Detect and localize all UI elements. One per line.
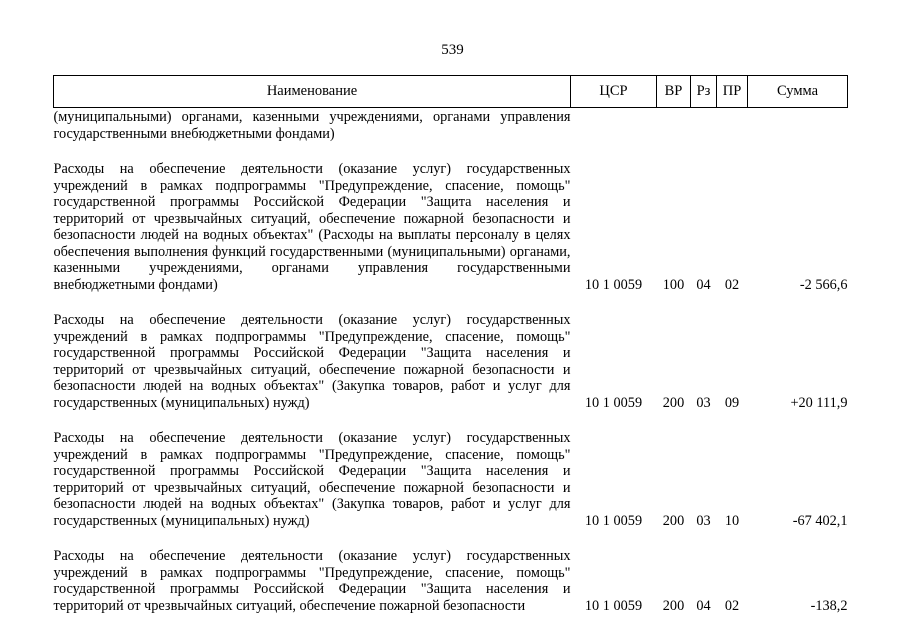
header-csr: ЦСР [571,76,657,108]
header-rz: Рз [691,76,717,108]
page-number: 539 [441,42,464,58]
header-vr: ВР [657,76,691,108]
row-sum: -138,2 [810,597,848,614]
header-sum: Сумма [748,76,848,108]
table-row-continuation [54,108,848,143]
row-vr: 200 [662,394,685,411]
row-name: (муниципальными) органами, казенными учреждениями, органами управления государственными внебюджетными фондами) [53,109,571,142]
row-vr: 200 [662,597,685,614]
table-header-row [54,76,848,108]
row-csr: 10 1 0059 [584,512,643,529]
row-vr: 100 [662,276,685,293]
table-row [54,529,848,614]
budget-table [53,75,848,614]
row-sum: +20 111,9 [790,394,848,411]
row-rz: 03 [696,512,711,529]
row-sum: -2 566,6 [799,276,848,293]
row-name: Расходы на обеспечение деятельности (оказание услуг) государственных учреждений в рамках подпрограммы "Предупреждение, спасение, помощь" государственной программы Российской Федерации "Защита населения и территорий от чрезвычайных ситуаций, обеспечение пожарной безопасности и безопасности людей на водных объектах" (Расходы на выплаты персоналу в целях обеспечения выполнения функций государственными (муниципальными) органами, казенными учреждениями, органами управления государственными внебюджетными фондами) [53,161,571,293]
header-pr: ПР [717,76,748,108]
row-sum: -67 402,1 [792,512,848,529]
row-csr: 10 1 0059 [584,394,643,411]
row-csr: 10 1 0059 [584,276,643,293]
row-rz: 04 [696,597,711,614]
table-row [54,293,848,411]
row-vr: 200 [662,512,685,529]
table-row [54,142,848,293]
row-rz: 04 [696,276,711,293]
row-csr: 10 1 0059 [584,597,643,614]
row-name: Расходы на обеспечение деятельности (оказание услуг) государственных учреждений в рамках подпрограммы "Предупреждение, спасение, помощь" государственной программы Российской Федерации "Защита населения и территорий от чрезвычайных ситуаций, обеспечение пожарной безопасности и безопасности людей на водных объектах" (Закупка товаров, работ и услуг для государственных (муниципальных) нужд) [53,312,571,411]
header-name: Наименование [54,76,571,108]
row-name: Расходы на обеспечение деятельности (оказание услуг) государственных учреждений в рамках подпрограммы "Предупреждение, спасение, помощь" государственной программы Российской Федерации "Защита населения и территорий от чрезвычайных ситуаций, обеспечение пожарной безопасности [53,548,571,614]
row-rz: 03 [696,394,711,411]
row-pr: 02 [724,276,740,293]
row-name: Расходы на обеспечение деятельности (оказание услуг) государственных учреждений в рамках подпрограммы "Предупреждение, спасение, помощь" государственной программы Российской Федерации "Защита населения и территорий от чрезвычайных ситуаций, обеспечение пожарной безопасности и безопасности людей на водных объектах" (Закупка товаров, работ и услуг для государственных (муниципальных) нужд) [53,430,571,529]
table-row [54,411,848,529]
row-pr: 02 [724,597,740,614]
row-pr: 10 [724,512,740,529]
row-pr: 09 [724,394,740,411]
